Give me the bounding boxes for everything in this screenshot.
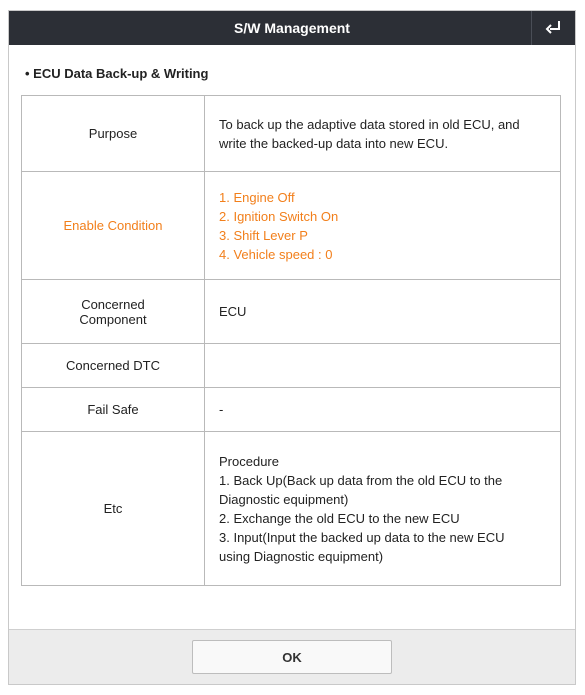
- label-line: Concerned: [81, 296, 145, 312]
- return-arrow-icon: [545, 20, 563, 36]
- label-line: Component: [79, 311, 147, 327]
- value-line: 3. Shift Lever P: [219, 227, 308, 243]
- dialog-footer: [9, 629, 575, 684]
- value-line: 1. Engine Off: [219, 189, 295, 205]
- ok-button[interactable]: OK: [192, 640, 392, 674]
- row-value-concerned-component: [205, 280, 561, 344]
- value-line: 4. Vehicle speed : 0: [219, 246, 333, 262]
- row-label-etc: Etc: [22, 432, 205, 586]
- sw-management-dialog: [8, 10, 576, 685]
- value-line: 2. Ignition Switch On: [219, 208, 339, 224]
- value-line: 2. Exchange the old ECU to the new ECU: [219, 510, 460, 526]
- value-line: 1. Back Up(Back up data from the old ECU to the: [219, 472, 503, 488]
- row-label-concerned-dtc: Concerned DTC: [22, 344, 205, 388]
- back-button[interactable]: [531, 11, 575, 45]
- value-line: Diagnostic equipment): [219, 491, 349, 507]
- row-value-concerned-dtc: [205, 344, 561, 388]
- row-value-etc: [205, 432, 561, 586]
- row-label-purpose: Purpose: [22, 96, 205, 172]
- row-label-enable-condition: Enable Condition: [22, 172, 205, 280]
- value-line: 3. Input(Input the backed up data to the new ECU: [219, 529, 505, 545]
- row-label-fail-safe: Fail Safe: [22, 388, 205, 432]
- table-row-concerned-dtc: [22, 344, 561, 388]
- window-title: S/W Management: [234, 20, 350, 36]
- row-label-concerned-component: [22, 280, 205, 344]
- table-row-enable-condition: [22, 172, 561, 280]
- row-value-enable-condition: [205, 172, 561, 280]
- table-row-etc: [22, 432, 561, 586]
- value-line: To back up the adaptive data stored in old ECU, and: [219, 116, 520, 132]
- value-line: using Diagnostic equipment): [219, 548, 384, 564]
- value-line: ECU: [219, 304, 247, 319]
- table-row-concerned-component: [22, 280, 561, 344]
- value-line: write the backed-up data into new ECU.: [219, 135, 449, 151]
- value-line: Procedure: [219, 453, 279, 469]
- table-row-fail-safe: [22, 388, 561, 432]
- table-row-purpose: [22, 96, 561, 172]
- row-value-fail-safe: -: [205, 388, 561, 432]
- info-table: [21, 95, 561, 586]
- title-bar: [9, 11, 575, 45]
- section-heading: • ECU Data Back-up & Writing: [25, 66, 209, 81]
- row-value-purpose: [205, 96, 561, 172]
